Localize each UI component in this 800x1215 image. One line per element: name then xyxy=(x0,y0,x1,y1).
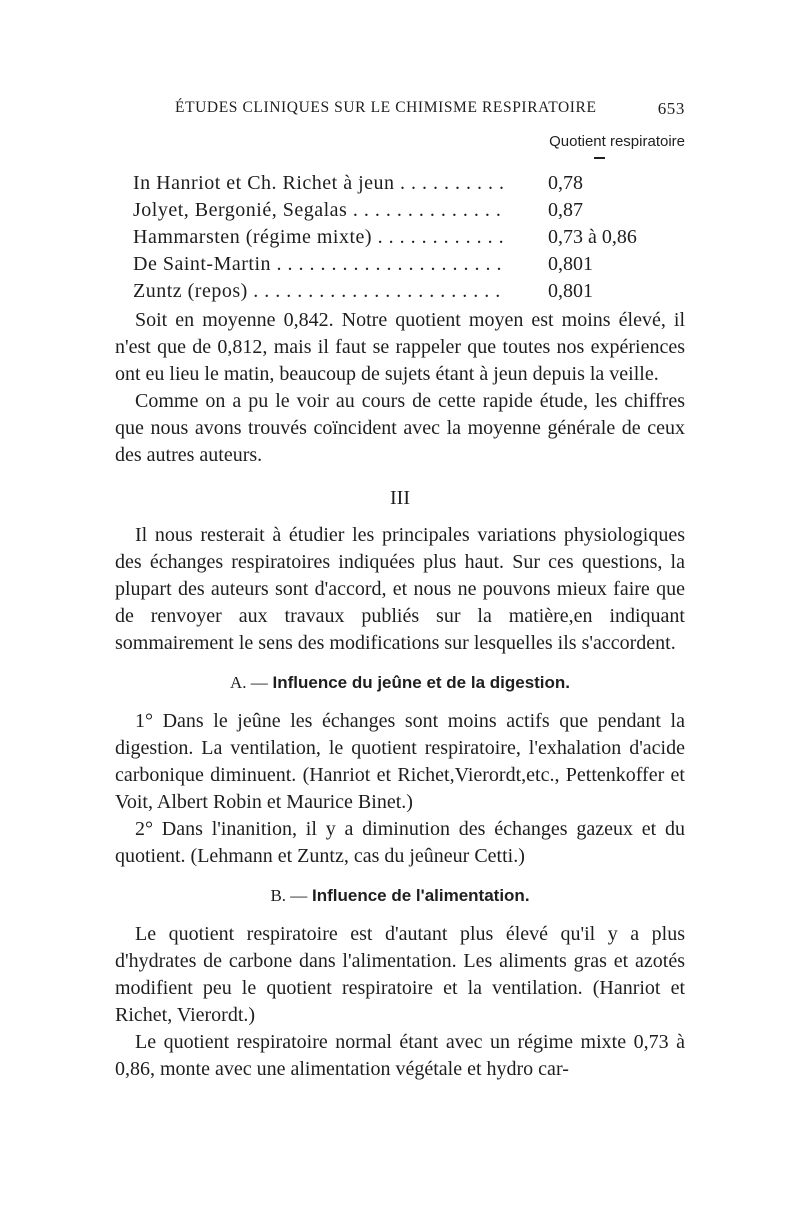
paragraph: Le quotient respiratoire normal étant avec un régime mixte 0,73 à 0,86, monte avec une alimentation végétale et hydro car- xyxy=(115,1031,685,1080)
paragraph: Soit en moyenne 0,842. Notre quotient moyen est moins élevé, il n'est que de 0,812, mais il faut se rappeler que toutes nos expériences ont eu lieu le matin, beaucoup de sujets étant à jeun depuis la veille. xyxy=(115,309,685,385)
running-head-title: ÉTUDES CLINIQUES SUR LE CHIMISME RESPIRATOIRE xyxy=(175,99,597,116)
author-name: In Hanriot et Ch. Richet à jeun . . . xyxy=(133,170,505,197)
subheading-b xyxy=(115,882,685,909)
subheading-a xyxy=(115,669,685,696)
author-name: De Saint-Martin . . . xyxy=(133,251,505,278)
paragraph: Le quotient respiratoire est d'autant plus élevé qu'il y a plus d'hydrates de carbone dans l'alimentation. Les aliments gras et azotés modifient peu le quotient respiratoire et la ventilation. (Hanriot et Richet, Vierordt.) xyxy=(115,923,685,1026)
quotient-value: 0,801 xyxy=(548,280,593,302)
author-name: Jolyet, Bergonié, Segalas . . . xyxy=(133,197,505,224)
subheading-letter: A. — xyxy=(229,673,268,692)
author-name: Hammarsten (régime mixte) . . . xyxy=(133,224,505,251)
table-row xyxy=(133,224,683,251)
quotient-value: 0,73 à 0,86 xyxy=(548,226,637,248)
column-header-rule xyxy=(594,157,605,159)
subheading-title: Influence de l'alimentation. xyxy=(312,886,530,905)
table-column-header: Quotient respiratoire xyxy=(549,133,685,150)
paragraph: Il nous resterait à étudier les principales variations physiologiques des échanges respiratoires indiquées plus haut. Sur ces questions, la plupart des auteurs sont d'accord, et nous ne pouvons mieux faire que de renvoyer aux travaux publiés sur la matière,en indiquant sommairement le sens des modifications sur lesquelles ils s'accordent. xyxy=(115,524,685,654)
section-heading: III xyxy=(390,487,410,509)
table-row xyxy=(133,251,683,278)
table-row xyxy=(133,278,683,305)
subheading-letter: B. — xyxy=(270,886,308,905)
quotient-value: 0,801 xyxy=(548,253,593,275)
page-number: 653 xyxy=(657,99,685,118)
quotient-value: 0,78 xyxy=(548,172,583,194)
paragraph: 2° Dans l'inanition, il y a diminution des échanges gazeux et du quotient. (Lehmann et Zuntz, cas du jeûneur Cetti.) xyxy=(115,818,685,867)
paragraph: 1° Dans le jeûne les échanges sont moins actifs que pendant la digestion. La ventilation, le quotient respiratoire, l'exhalation d'acide carbonique diminuent. (Hanriot et Richet,Vierordt,etc., Pettenkoffer et Voit, Albert Robin et Maurice Binet.) xyxy=(115,710,685,813)
table-row xyxy=(133,170,683,197)
subheading-title: Influence du jeûne et de la digestion. xyxy=(272,673,571,692)
paragraph: Comme on a pu le voir au cours de cette rapide étude, les chiffres que nous avons trouvés coïncident avec la moyenne générale de ceux des autres auteurs. xyxy=(115,390,685,466)
author-name: Zuntz (repos) . . . xyxy=(133,278,505,305)
quotient-value: 0,87 xyxy=(548,199,583,221)
body-text xyxy=(115,307,685,1083)
table-row xyxy=(133,197,683,224)
quotient-table xyxy=(133,170,683,305)
